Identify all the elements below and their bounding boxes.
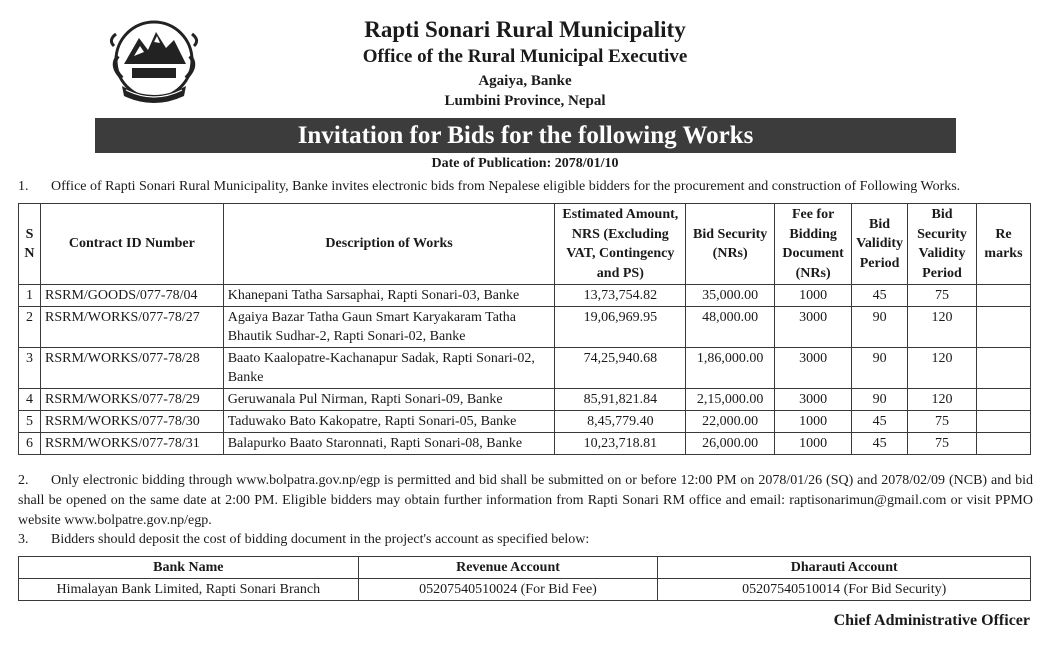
paragraph-number: 1. [18, 179, 29, 194]
cell-contract-id: RSRM/WORKS/077-78/30 [40, 411, 223, 433]
cell-security-validity: 120 [908, 307, 977, 348]
cell-bid-validity: 45 [852, 285, 908, 307]
cell-bank-name: Himalayan Bank Limited, Rapti Sonari Branch [19, 579, 359, 601]
cell-security-validity: 120 [908, 348, 977, 389]
signatory-title: Chief Administrative Officer [833, 612, 1030, 629]
cell-fee: 3000 [775, 348, 852, 389]
cell-security-validity: 75 [908, 285, 977, 307]
cell-remarks [976, 307, 1030, 348]
bank-account-table [18, 556, 1031, 601]
cell-estimated-amount: 74,25,940.68 [555, 348, 686, 389]
cell-remarks [976, 348, 1030, 389]
bank-row [19, 579, 1031, 601]
cell-sn: 4 [19, 389, 41, 411]
cell-contract-id: RSRM/GOODS/077-78/04 [40, 285, 223, 307]
cell-description: Agaiya Bazar Tatha Gaun Smart Karyakaram Tatha Bhautik Sudhar-2, Rapti Sonari-02, Banke [223, 307, 555, 348]
cell-bid-security: 35,000.00 [686, 285, 775, 307]
cell-bid-validity: 90 [852, 389, 908, 411]
header-bid-security: Bid Security (NRs) [686, 204, 775, 285]
paragraph-text: Only electronic bidding through www.bolpatra.gov.np/egp is permitted and bid shall be submitted on or before 12:00 PM on 2078/01/26 (SQ) and 2078/02/09 (NCB) and bid shall be opened on the same date at 2:00 PM. Eligible bidders may obtain further information from Rapti Sonari RM office and email: raptisonarimun@gmail.com or visit PPMO website www.bolpatre.gov.np/egp. [18, 473, 1033, 528]
cell-bid-security: 26,000.00 [686, 433, 775, 455]
paragraph-text: Bidders should deposit the cost of bidding document in the project's account as specified below: [51, 532, 590, 547]
paragraph-3 [18, 530, 1033, 550]
paragraph-number: 3. [18, 532, 29, 547]
publication-date: Date of Publication: 2078/01/10 [431, 156, 619, 171]
cell-bid-security: 22,000.00 [686, 411, 775, 433]
header-remarks: Re marks [976, 204, 1030, 285]
cell-bid-security: 2,15,000.00 [686, 389, 775, 411]
header-description: Description of Works [223, 204, 555, 285]
bank-header-row [19, 557, 1031, 579]
cell-estimated-amount: 19,06,969.95 [555, 307, 686, 348]
cell-sn: 3 [19, 348, 41, 389]
header-fee: Fee for Bidding Document (NRs) [775, 204, 852, 285]
cell-fee: 1000 [775, 411, 852, 433]
cell-bid-security: 1,86,000.00 [686, 348, 775, 389]
cell-remarks [976, 433, 1030, 455]
cell-security-validity: 75 [908, 411, 977, 433]
cell-description: Balapurko Baato Staronnati, Rapti Sonari-08, Banke [223, 433, 555, 455]
table-row [19, 348, 1031, 389]
address-line-2: Lumbini Province, Nepal [444, 93, 606, 109]
cell-bid-validity: 45 [852, 433, 908, 455]
cell-estimated-amount: 10,23,718.81 [555, 433, 686, 455]
table-row [19, 411, 1031, 433]
cell-description: Baato Kaalopatre-Kachanapur Sadak, Rapti Sonari-02, Banke [223, 348, 555, 389]
cell-dharauti-account: 05207540510014 (For Bid Security) [658, 579, 1031, 601]
cell-fee: 1000 [775, 285, 852, 307]
header-dharauti-account: Dharauti Account [658, 557, 1031, 579]
table-row [19, 307, 1031, 348]
notice-banner: Invitation for Bids for the following Works [95, 118, 956, 153]
header-security-validity: Bid Security Validity Period [908, 204, 977, 285]
cell-sn: 6 [19, 433, 41, 455]
cell-bid-validity: 90 [852, 307, 908, 348]
municipality-title: Rapti Sonari Rural Municipality [364, 17, 686, 42]
paragraph-number: 2. [18, 473, 29, 488]
paragraph-text: Office of Rapti Sonari Rural Municipality, Banke invites electronic bids from Nepalese eligible bidders for the procurement and construction of Following Works. [51, 179, 961, 194]
cell-remarks [976, 411, 1030, 433]
header-bank-name: Bank Name [19, 557, 359, 579]
cell-description: Taduwako Bato Kakopatre, Rapti Sonari-05, Banke [223, 411, 555, 433]
header-contract-id: Contract ID Number [40, 204, 223, 285]
table-row [19, 389, 1031, 411]
header-sn: S N [19, 204, 41, 285]
header-bid-validity: Bid Validity Period [852, 204, 908, 285]
cell-fee: 1000 [775, 433, 852, 455]
cell-sn: 2 [19, 307, 41, 348]
cell-contract-id: RSRM/WORKS/077-78/29 [40, 389, 223, 411]
cell-description: Khanepani Tatha Sarsaphai, Rapti Sonari-03, Banke [223, 285, 555, 307]
header-estimated-amount: Estimated Amount, NRS (Excluding VAT, Contingency and PS) [555, 204, 686, 285]
cell-fee: 3000 [775, 307, 852, 348]
cell-contract-id: RSRM/WORKS/077-78/31 [40, 433, 223, 455]
cell-bid-security: 48,000.00 [686, 307, 775, 348]
cell-bid-validity: 90 [852, 348, 908, 389]
cell-fee: 3000 [775, 389, 852, 411]
paragraph-2 [18, 471, 1033, 531]
cell-bid-validity: 45 [852, 411, 908, 433]
cell-remarks [976, 285, 1030, 307]
works-table [18, 203, 1031, 455]
paragraph-1 [18, 177, 1033, 197]
table-row [19, 285, 1031, 307]
cell-sn: 1 [19, 285, 41, 307]
cell-estimated-amount: 13,73,754.82 [555, 285, 686, 307]
cell-estimated-amount: 85,91,821.84 [555, 389, 686, 411]
office-subtitle: Office of the Rural Municipal Executive [362, 46, 688, 67]
cell-revenue-account: 05207540510024 (For Bid Fee) [358, 579, 658, 601]
table-row [19, 433, 1031, 455]
cell-security-validity: 75 [908, 433, 977, 455]
header-revenue-account: Revenue Account [358, 557, 658, 579]
table-header-row [19, 204, 1031, 285]
cell-remarks [976, 389, 1030, 411]
cell-contract-id: RSRM/WORKS/077-78/28 [40, 348, 223, 389]
cell-contract-id: RSRM/WORKS/077-78/27 [40, 307, 223, 348]
cell-estimated-amount: 8,45,779.40 [555, 411, 686, 433]
cell-security-validity: 120 [908, 389, 977, 411]
address-line-1: Agaiya, Banke [478, 73, 572, 89]
cell-description: Geruwanala Pul Nirman, Rapti Sonari-09, Banke [223, 389, 555, 411]
cell-sn: 5 [19, 411, 41, 433]
